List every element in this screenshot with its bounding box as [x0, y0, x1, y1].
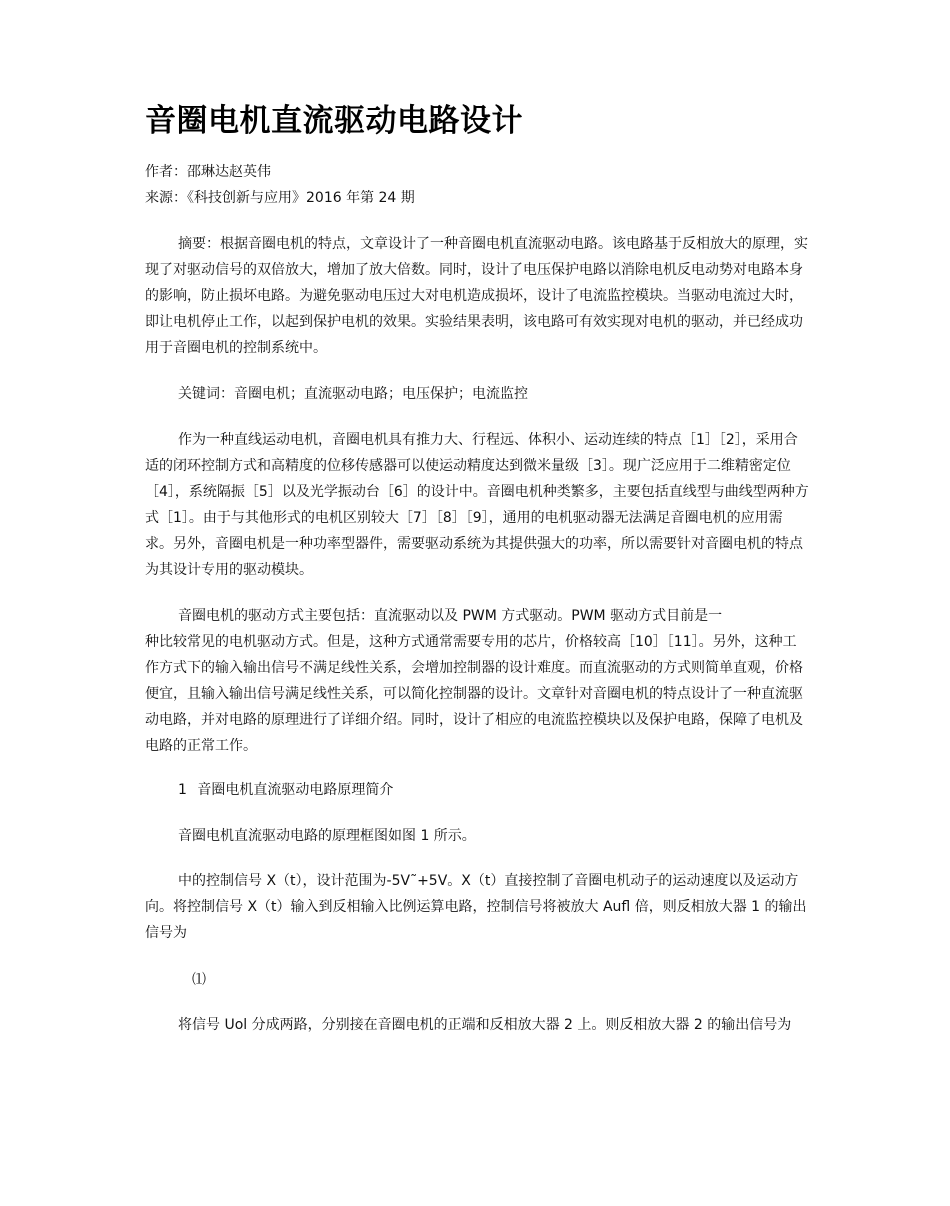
control-signal-paragraph: 中的控制信号 X（t），设计范围为-5V˜+5V。X（t）直接控制了音圈电机动子的运动速度以及运动方向。将控制信号 X（t）输入到反相输入比例运算电路，控制信号将被放大 Aufl 倍，则反相放大器 1 的输出信号为: [145, 873, 807, 941]
equation-label: ⑴: [192, 972, 206, 988]
source-line: 来源：《科技创新与应用》2016 年第 24 期: [145, 190, 415, 206]
intro-paragraph-2-rest: 种比较常见的电机驱动方式。但是，这种方式通常需要专用的芯片，价格较高［10］［11］。另外，这种工作方式下的输入输出信号不满足线性关系，会增加控制器的设计难度。而直流驱动的方式则简单直观，价格便宜，且输入输出信号满足线性关系，可以简化控制器的设计。文章针对音圈电机的特点设计了一种直流驱动电路，并对电路的原理进行了详细介绍。同时，设计了相应的电流监控模块以及保护电路，保障了电机及电路的正常工作。: [145, 634, 803, 754]
intro-paragraph-1: 作为一种直线运动电机，音圈电机具有推力大、行程远、体积小、运动连续的特点［1］［2］，采用合适的闭环控制方式和高精度的位移传感器可以使运动精度达到微米量级［3］。现广泛应用于二维精密定位［4］，系统隔振［5］以及光学振动台［6］的设计中。音圈电机种类繁多，主要包括直线型与曲线型两种方式［1］。由于与其他形式的电机区别较大［7］［8］［9］，通用的电机驱动器无法满足音圈电机的应用需求。另外，音圈电机是一种功率型器件，需要驱动系统为其提供强大的功率，所以需要针对音圈电机的特点为其设计专用的驱动模块。: [145, 432, 809, 578]
figure-reference-paragraph: 音圈电机直流驱动电路的原理框图如图 1 所示。: [178, 828, 476, 844]
section-heading: [145, 777, 843, 803]
keywords-paragraph: 关键词：音圈电机；直流驱动电路；电压保护；电流监控: [178, 386, 528, 402]
article-title: 音圈电机直流驱动电路设计: [145, 103, 523, 139]
author-line: 作者：邵琳达赵英伟: [145, 164, 271, 180]
signal-split-paragraph: 将信号 Uol 分成两路，分别接在音圈电机的正端和反相放大器 2 上。则反相放大器 2 的输出信号为: [178, 1017, 792, 1033]
intro-paragraph-2-line-1: 音圈电机的驱动方式主要包括：直流驱动以及 PWM 方式驱动。PWM 驱动方式目前是一: [178, 608, 723, 624]
intro-paragraph-2: [145, 603, 810, 759]
section-number: 1: [178, 782, 187, 798]
abstract-paragraph: 摘要：根据音圈电机的特点，文章设计了一种音圈电机直流驱动电路。该电路基于反相放大的原理，实现了对驱动信号的双倍放大，增加了放大倍数。同时，设计了电压保护电路以消除电机反电动势对电路本身的影响，防止损坏电路。为避免驱动电压过大对电机造成损坏，设计了电流监控模块。当驱动电流过大时，即让电机停止工作，以起到保护电机的效果。实验结果表明，该电路可有效实现对电机的驱动，并已经成功用于音圈电机的控制系统中。: [145, 236, 808, 356]
section-title: 音圈电机直流驱动电路原理简介: [197, 782, 394, 798]
